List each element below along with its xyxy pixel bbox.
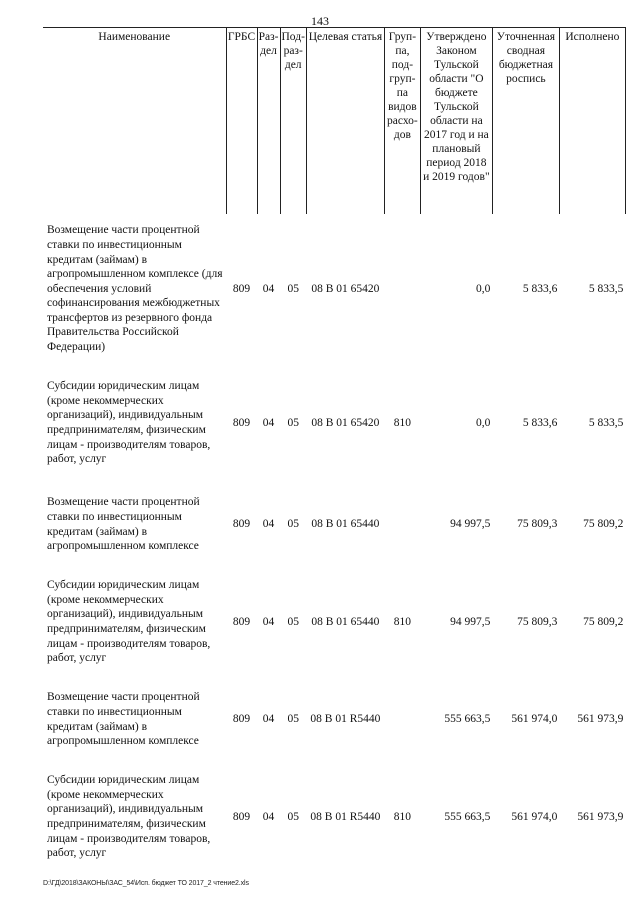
row-name: Возмещение части процентной ставки по инвестиционным кредитам (займам) в агропромышленном комплексе — [47, 496, 200, 553]
row-specified: 5 833,6 — [522, 282, 558, 295]
row-specified: 561 974,0 — [511, 810, 558, 823]
row-approved: 94 997,5 — [450, 518, 491, 531]
row-specified: 5 833,6 — [522, 416, 558, 429]
header-razdel: Раз-дел — [257, 28, 280, 215]
row-grbs: 809 — [232, 518, 251, 531]
table-row — [43, 567, 625, 677]
row-podrazdel: 05 — [287, 615, 299, 628]
row-approved: 555 663,5 — [444, 810, 491, 823]
row-executed: 561 973,9 — [577, 713, 624, 726]
page-number: 143 — [311, 14, 329, 28]
header-executed: Исполнено — [559, 28, 625, 215]
row-grbs: 809 — [232, 713, 251, 726]
row-razdel: 04 — [262, 282, 275, 295]
row-target: 08 В 01 R5440 — [310, 810, 381, 823]
row-name: Субсидии юридическим лицам (кроме некоммерческих организаций), индивидуальным предпринимателям, физическим лицам - производителям товаров, работ, услуг — [47, 774, 211, 860]
header-specified: Уточненная сводная бюджетная роспись — [492, 28, 559, 215]
row-group: 810 — [393, 615, 412, 628]
row-specified: 75 809,3 — [517, 518, 558, 531]
header-approved: Утверждено Законом Тульской области "О бюджете Тульской области на 2017 год и на плановый период 2018 и 2019 годов" — [420, 28, 492, 215]
row-group: 810 — [393, 810, 412, 823]
row-podrazdel: 05 — [287, 282, 299, 295]
table-header-row — [43, 28, 625, 215]
table-row — [43, 677, 625, 762]
row-razdel: 04 — [262, 518, 275, 531]
row-grbs: 809 — [232, 810, 251, 823]
row-podrazdel: 05 — [287, 810, 299, 823]
header-target: Целевая статья — [306, 28, 384, 215]
row-razdel: 04 — [262, 615, 275, 628]
row-podrazdel: 05 — [287, 518, 299, 531]
header-name: Наименование — [43, 28, 226, 215]
row-executed: 561 973,9 — [577, 810, 624, 823]
row-target: 08 В 01 65420 — [311, 282, 380, 295]
row-approved: 94 997,5 — [450, 615, 491, 628]
budget-table — [43, 27, 626, 872]
file-path-footer: D:\ГД\2018\ЗАКОНЫ\ЗАС_54\Исп. бюджет ТО 2017_2 чтение2.xls — [43, 880, 249, 887]
row-specified: 75 809,3 — [517, 615, 558, 628]
row-name: Возмещение части процентной ставки по инвестиционным кредитам (займам) в агропромышленном комплексе — [47, 691, 200, 748]
row-group: 810 — [393, 416, 412, 429]
row-target: 08 В 01 65420 — [311, 416, 380, 429]
row-razdel: 04 — [262, 713, 275, 726]
row-approved: 555 663,5 — [444, 713, 491, 726]
row-grbs: 809 — [232, 416, 251, 429]
row-podrazdel: 05 — [287, 416, 299, 429]
table-row — [43, 482, 625, 567]
header-grbs: ГРБС — [226, 28, 257, 215]
row-executed: 5 833,5 — [588, 282, 624, 295]
header-group: Груп-па, под-груп-па видов расхо-дов — [384, 28, 420, 215]
table-row — [43, 364, 625, 482]
row-target: 08 В 01 R5440 — [310, 713, 381, 726]
row-name: Субсидии юридическим лицам (кроме некоммерческих организаций), индивидуальным предпринимателям, физическим лицам - производителям товаров, работ, услуг — [47, 579, 211, 665]
row-group — [384, 677, 420, 762]
row-razdel: 04 — [262, 810, 275, 823]
row-executed: 5 833,5 — [588, 416, 624, 429]
row-name: Возмещение части процентной ставки по инвестиционным кредитам (займам) в агропромышленном комплексе (для обеспечения условий софинансирования межбюджетных трансфертов из резервного фонда Правительства Российской Федерации) — [47, 224, 223, 354]
table-row — [43, 762, 625, 872]
row-approved: 0,0 — [476, 282, 491, 295]
row-target: 08 В 01 65440 — [311, 615, 380, 628]
row-executed: 75 809,2 — [583, 615, 624, 628]
row-razdel: 04 — [262, 416, 275, 429]
row-name: Субсидии юридическим лицам (кроме некоммерческих организаций), индивидуальным предпринимателям, физическим лицам - производителям товаров, работ, услуг — [47, 380, 211, 466]
row-grbs: 809 — [232, 615, 251, 628]
row-grbs: 809 — [232, 282, 251, 295]
row-group — [384, 214, 420, 364]
row-group — [384, 482, 420, 567]
row-target: 08 В 01 65440 — [311, 518, 380, 531]
header-podrazdel: Под-раз-дел — [280, 28, 306, 215]
table-row — [43, 214, 625, 364]
row-executed: 75 809,2 — [583, 518, 624, 531]
row-approved: 0,0 — [476, 416, 491, 429]
row-podrazdel: 05 — [287, 713, 299, 726]
row-specified: 561 974,0 — [511, 713, 558, 726]
